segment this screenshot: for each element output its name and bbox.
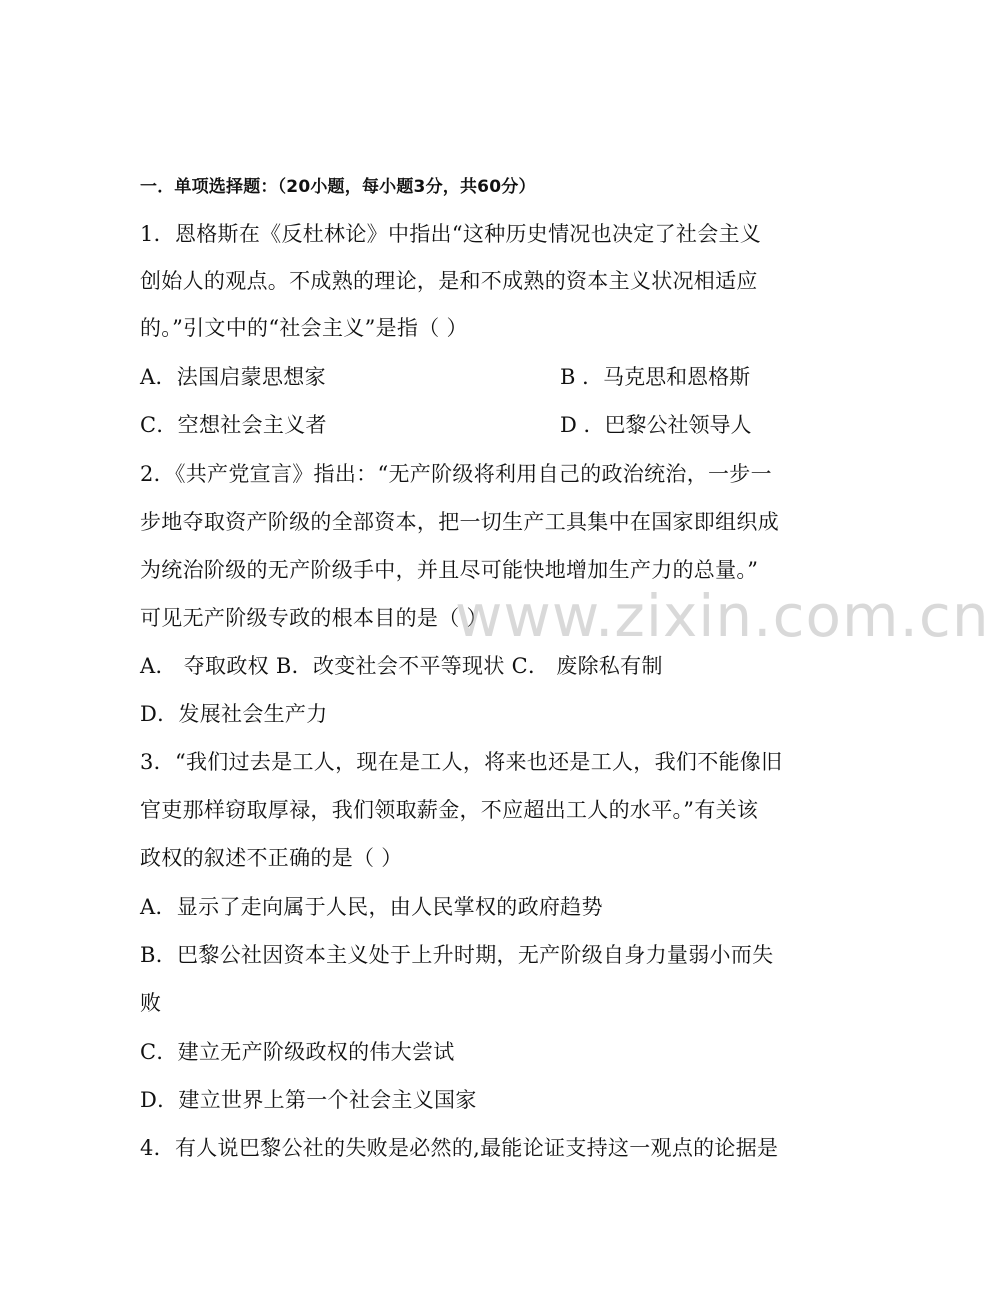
question-3-line-2: 官吏那样窃取厚禄，我们领取薪金，不应超出工人的水平。”有关该 [140,798,759,822]
question-2-line-4: 可见无产阶级专政的根本目的是（ ） [140,606,488,630]
document-page [140,0,790,1302]
question-3-option-d: D．建立世界上第一个社会主义国家 [140,1088,477,1112]
question-1-option-c: C．空想社会主义者 [140,413,327,437]
question-2-line-1: 2．《共产党宣言》指出：“无产阶级将利用自己的政治统治，一步一 [140,462,772,486]
section-title: 一．单项选择题：（20小题，每小题3分，共60分） [140,177,536,197]
question-1-line-2: 创始人的观点。不成熟的理论，是和不成熟的资本主义状况相适应 [140,269,758,293]
question-3-line-3: 政权的叙述不正确的是（ ） [140,846,403,870]
question-3-option-c: C．建立无产阶级政权的伟大尝试 [140,1040,455,1064]
question-3-option-a: A．显示了走向属于人民，由人民掌权的政府趋势 [140,895,603,919]
question-2-options-abc: A． 夺取政权 B．改变社会不平等现状 C． 废除私有制 [140,654,663,678]
question-1-option-d: D ．巴黎公社领导人 [560,413,752,437]
question-1-option-a: A．法国启蒙思想家 [140,365,326,389]
question-1-line-3: 的。”引文中的“社会主义”是指（ ） [140,316,468,340]
question-4-line-1: 4．有人说巴黎公社的失败是必然的,最能论证支持这一观点的论据是 [140,1136,779,1160]
question-3-option-b-line-2: 败 [140,991,162,1015]
question-1-option-b: B ．马克思和恩格斯 [560,365,751,389]
watermark: www.zixin.com.cn [455,582,990,650]
question-2-line-3: 为统治阶级的无产阶级手中，并且尽可能快地增加生产力的总量。” [140,558,759,582]
question-3-option-b-line-1: B．巴黎公社因资本主义处于上升时期，无产阶级自身力量弱小而失 [140,943,774,967]
question-1-line-1: 1．恩格斯在《反杜林论》中指出“这种历史情况也决定了社会主义 [140,222,762,246]
question-3-line-1: 3．“我们过去是工人，现在是工人，将来也还是工人，我们不能像旧 [140,750,783,774]
question-2-option-d: D．发展社会生产力 [140,702,328,726]
question-2-line-2: 步地夺取资产阶级的全部资本，把一切生产工具集中在国家即组织成 [140,510,779,534]
